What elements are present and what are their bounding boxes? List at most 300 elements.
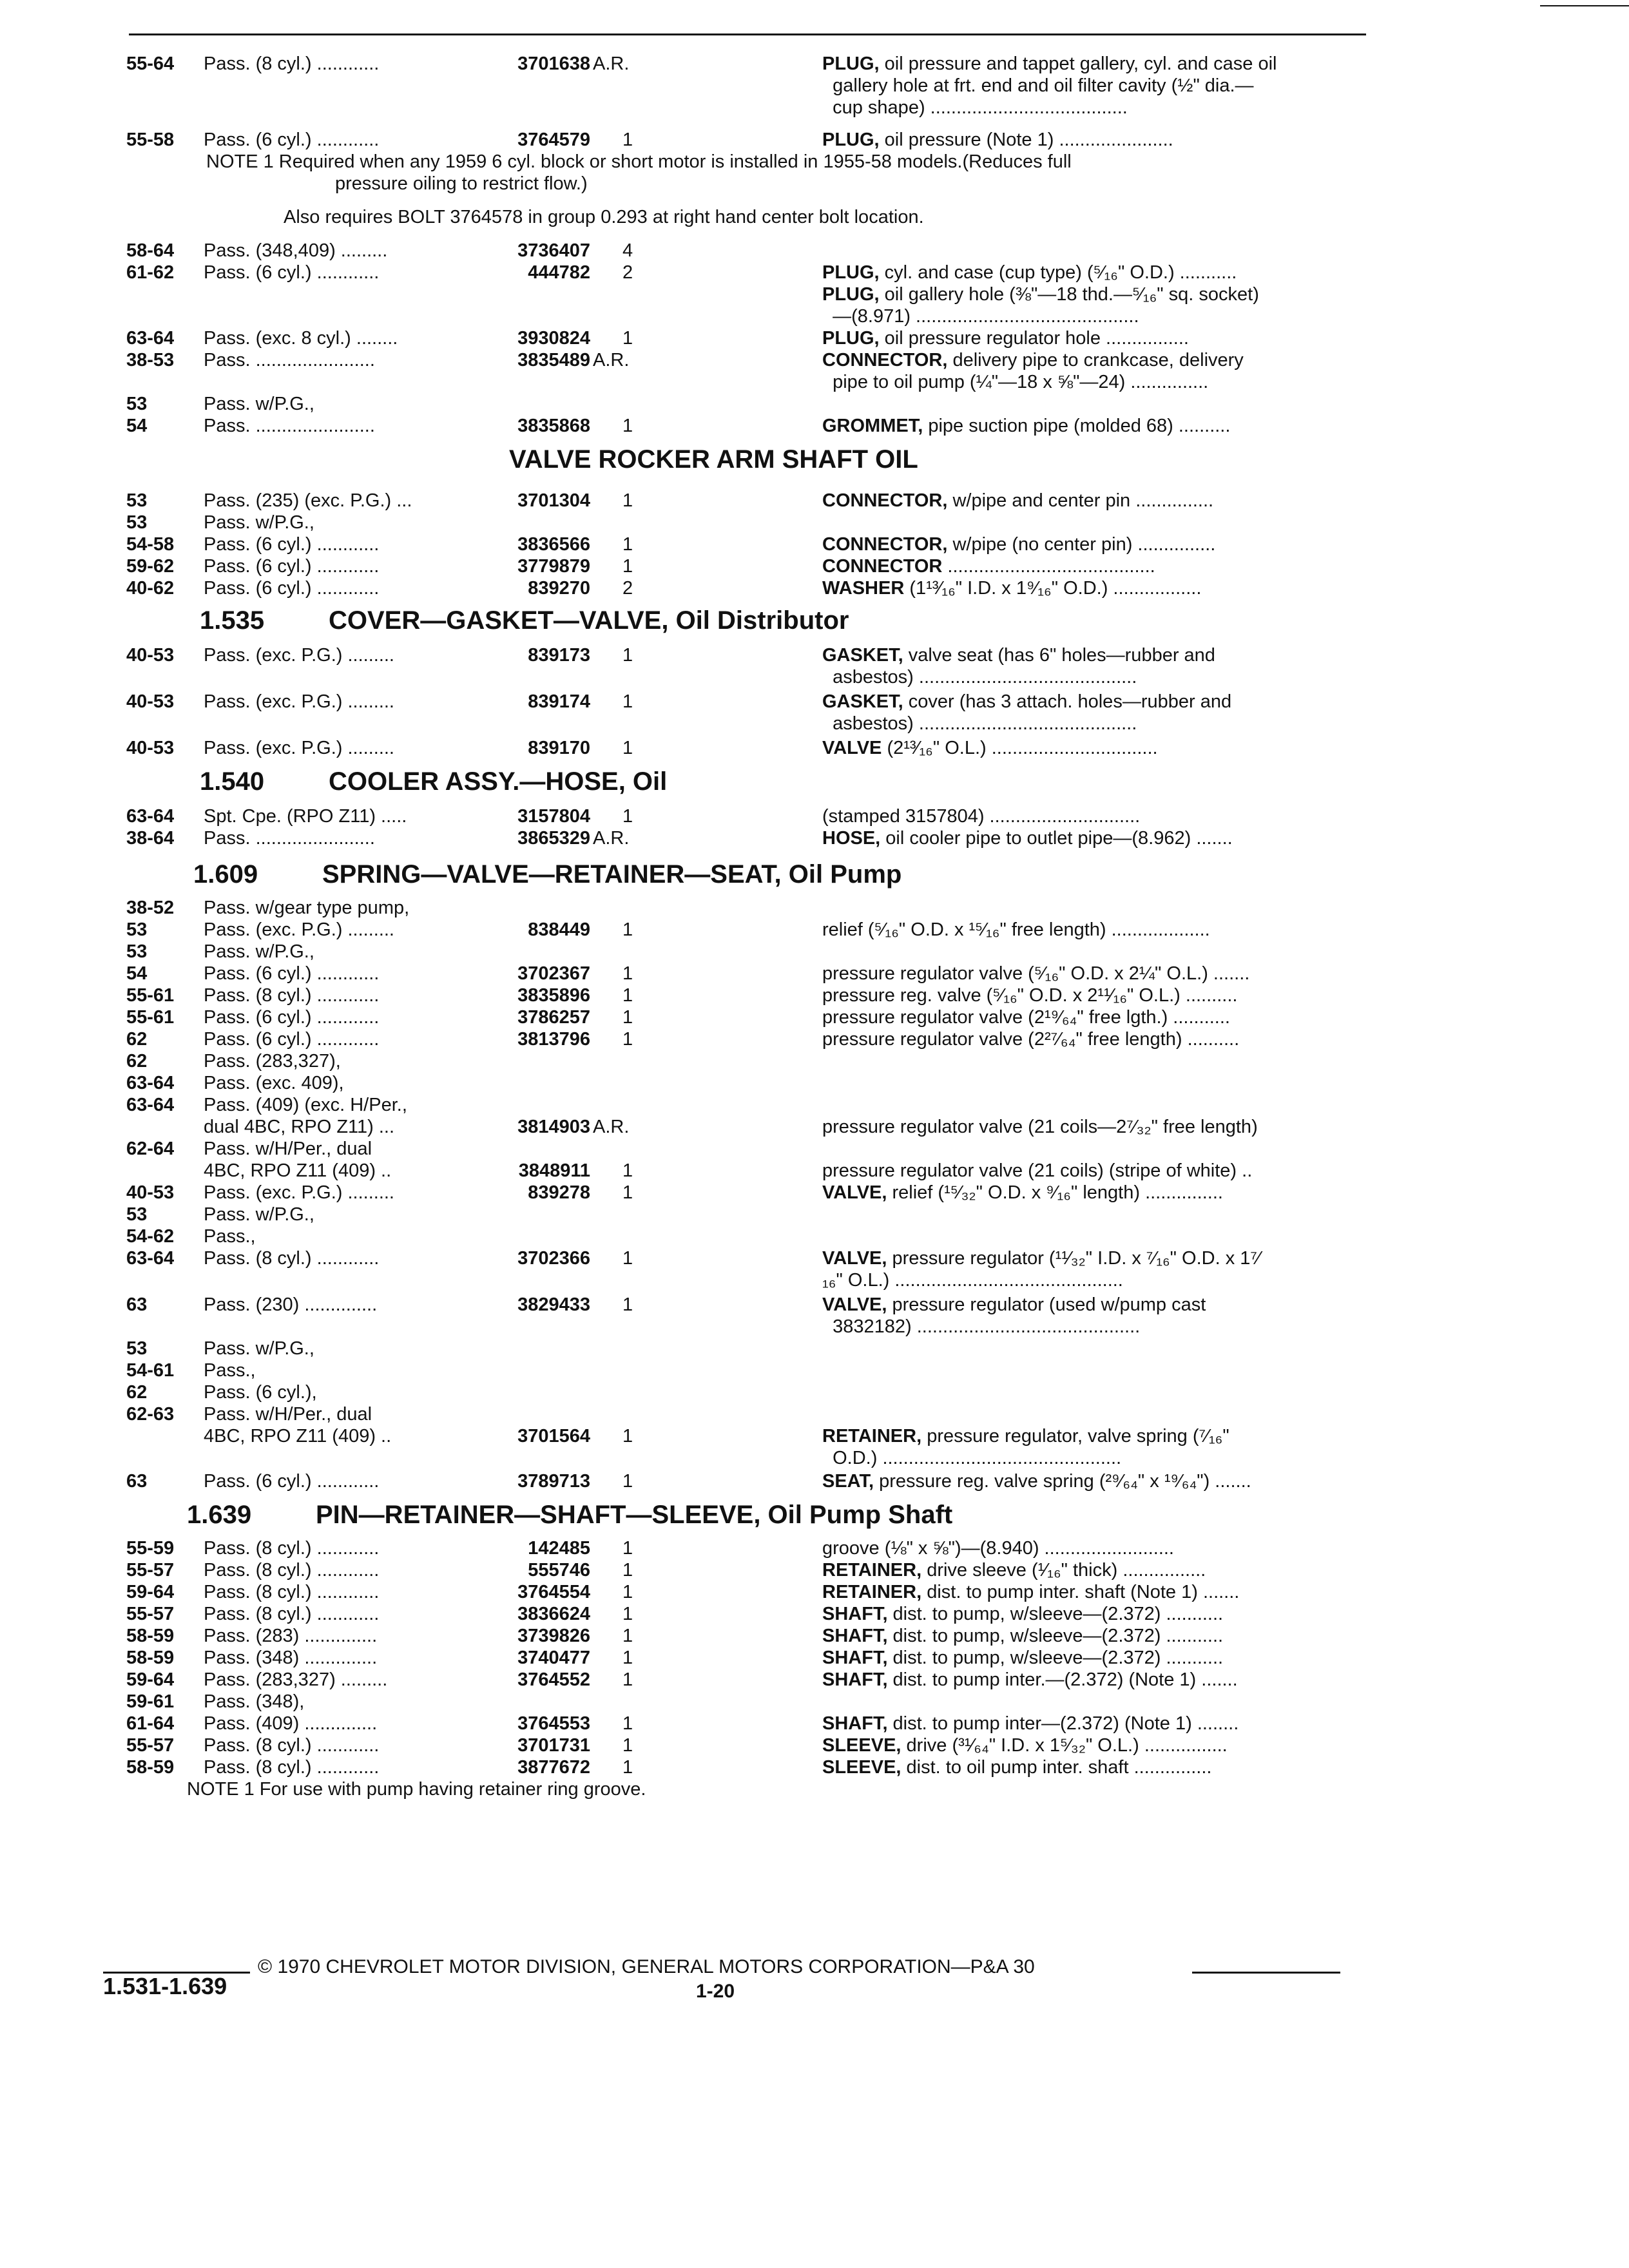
part-name: VALVE, [822, 1294, 887, 1315]
part-detail: (stamped 3157804) ............................. [822, 806, 1141, 827]
part-detail: dist. to oil pump inter. shaft ............... [901, 1757, 1212, 1778]
note-text: Also requires BOLT 3764578 in group 0.293 at right hand center bolt location. [284, 207, 924, 227]
part-description [822, 1756, 1211, 1778]
quantity: 1 [622, 534, 633, 555]
model-application: Pass. (exc. P.G.) ......... [204, 738, 394, 758]
part-detail: cyl. and case (cup type) (⁵⁄₁₆" O.D.) ........... [879, 262, 1237, 283]
part-detail: (1¹³⁄₁₆" I.D. x 1⁹⁄₁₆" O.D.) ................. [904, 578, 1202, 599]
model-application: Pass. w/H/Per., dual [204, 1404, 372, 1425]
model-application: Pass. w/P.G., [204, 512, 314, 533]
part-number: 3865329 [517, 828, 590, 849]
model-application: Pass. (235) (exc. P.G.) ... [204, 490, 412, 511]
quantity: 4 [622, 240, 633, 261]
model-years: 62 [126, 1051, 148, 1072]
part-name: SHAFT, [822, 1604, 888, 1624]
model-years: 40-53 [126, 738, 175, 758]
part-detail: ........................................ [942, 556, 1155, 577]
model-years: 62-63 [126, 1404, 175, 1425]
note-text: NOTE 1 Required when any 1959 6 cyl. block or short motor is installed in 1955-58 models.(Reduces full [206, 151, 1072, 172]
model-application: Pass. w/gear type pump, [204, 898, 410, 918]
model-years: 59-64 [126, 1582, 175, 1602]
model-years: 58-59 [126, 1648, 175, 1668]
model-years: 55-61 [126, 1007, 175, 1028]
part-description [822, 577, 1201, 599]
part-description [822, 644, 1215, 666]
part-number: 3829433 [517, 1294, 590, 1315]
model-application: Pass. (exc. 409), [204, 1073, 344, 1093]
part-description [822, 305, 1139, 327]
part-name: PLUG, [822, 284, 880, 305]
model-application: 4BC, RPO Z11 (409) .. [204, 1426, 392, 1446]
note-text: NOTE 1 For use with pump having retainer ring groove. [187, 1779, 646, 1800]
quantity: 1 [622, 556, 633, 577]
model-years: 58-59 [126, 1757, 175, 1778]
model-application: dual 4BC, RPO Z11) ... [204, 1117, 395, 1137]
quantity: 1 [622, 1471, 633, 1492]
model-application: Pass. (8 cyl.) ............ [204, 1538, 380, 1559]
section-title: COVER—GASKET—VALVE, Oil Distributor [329, 606, 849, 635]
part-detail: pressure regulator valve (21 coils) (stripe of white) .. [822, 1160, 1253, 1181]
top-right-rule [1540, 5, 1629, 6]
quantity: 1 [622, 1248, 633, 1269]
model-application: Pass. (8 cyl.) ............ [204, 1582, 380, 1602]
part-name: RETAINER, [822, 1560, 922, 1581]
section-heading [509, 445, 918, 474]
part-detail: dist. to pump, w/sleeve—(2.372) ........... [887, 1648, 1224, 1668]
model-years: 54-58 [126, 534, 175, 555]
model-application: Pass. (283) .............. [204, 1626, 378, 1646]
model-application: Spt. Cpe. (RPO Z11) ..... [204, 806, 407, 827]
part-detail: O.D.) .............................................. [822, 1448, 1122, 1468]
model-years: 54-62 [126, 1226, 175, 1247]
part-description [822, 1470, 1251, 1492]
part-number: 3814903 [517, 1117, 590, 1137]
part-number: 3813796 [517, 1029, 590, 1050]
part-name: RETAINER, [822, 1582, 922, 1602]
model-years: 62 [126, 1029, 148, 1050]
part-name: SHAFT, [822, 1648, 888, 1668]
quantity: 1 [622, 1538, 633, 1559]
part-description [822, 1581, 1239, 1603]
model-years: 63 [126, 1471, 148, 1492]
part-detail: oil pressure (Note 1) ...................... [879, 130, 1173, 150]
part-description [822, 1316, 1140, 1338]
model-years: 63-64 [126, 328, 175, 349]
quantity: 1 [622, 1604, 633, 1624]
quantity: 1 [622, 1648, 633, 1668]
quantity: 1 [622, 1160, 633, 1181]
model-years: 63-64 [126, 806, 175, 827]
model-application: Pass. ....................... [204, 828, 375, 849]
quantity: A.R. [593, 350, 630, 370]
part-description [822, 827, 1233, 849]
model-application: Pass. (6 cyl.) ............ [204, 1471, 380, 1492]
model-application: Pass. (8 cyl.) ............ [204, 1604, 380, 1624]
group-number: 1.535 [200, 606, 265, 635]
part-detail: relief (¹⁵⁄₃₂" O.D. x ⁹⁄₁₆" length) ............... [887, 1182, 1223, 1203]
part-description [822, 75, 1254, 97]
quantity: A.R. [593, 1117, 630, 1137]
model-application: Pass. (6 cyl.), [204, 1382, 317, 1403]
part-detail: oil cooler pipe to outlet pipe—(8.962) ....... [880, 828, 1233, 849]
part-detail: relief (⁵⁄₁₆" O.D. x ¹⁵⁄₁₆" free length) ................... [822, 919, 1210, 940]
part-number: 3835868 [517, 416, 590, 436]
model-application: Pass. ....................... [204, 416, 375, 436]
part-detail: pressure regulator, valve spring (⁷⁄₁₆" [921, 1426, 1229, 1446]
model-application: Pass. (exc. P.G.) ......... [204, 645, 394, 666]
part-description [822, 805, 1140, 827]
quantity: 1 [622, 1426, 633, 1446]
section-title: SPRING—VALVE—RETAINER—SEAT, Oil Pump [322, 860, 902, 889]
model-application: 4BC, RPO Z11 (409) .. [204, 1160, 392, 1181]
model-years: 55-57 [126, 1560, 175, 1581]
quantity: 1 [622, 806, 633, 827]
model-years: 40-53 [126, 691, 175, 712]
part-detail: cover (has 3 attach. holes—rubber and [903, 691, 1232, 712]
part-description [822, 1294, 1206, 1316]
model-years: 63-64 [126, 1073, 175, 1093]
section-heading [200, 767, 667, 796]
part-name: PLUG, [822, 328, 880, 349]
model-application: Pass. (8 cyl.) ............ [204, 1735, 380, 1756]
part-description [822, 737, 1158, 759]
model-application: Pass. (348) .............. [204, 1648, 378, 1668]
part-number: 3835489 [517, 350, 590, 370]
model-years: 59-61 [126, 1691, 175, 1712]
part-description [822, 1603, 1223, 1625]
part-description [822, 1669, 1238, 1691]
part-name: SHAFT, [822, 1626, 888, 1646]
quantity: 1 [622, 738, 633, 758]
part-detail: pressure regulator valve (⁵⁄₁₆" O.D. x 2¼" O.L.) ....... [822, 963, 1250, 984]
part-number: 839278 [528, 1182, 590, 1203]
quantity: 1 [622, 1007, 633, 1028]
quantity: 1 [622, 645, 633, 666]
model-application: Pass. (exc. P.G.) ......... [204, 919, 394, 940]
part-detail: asbestos) .......................................... [822, 667, 1137, 687]
quantity: A.R. [593, 53, 630, 74]
quantity: 1 [622, 130, 633, 150]
part-description [822, 262, 1237, 284]
part-description [822, 713, 1137, 735]
model-years: 55-64 [126, 53, 175, 74]
part-name: GASKET, [822, 645, 903, 666]
part-name: CONNECTOR, [822, 534, 948, 555]
part-name: CONNECTOR, [822, 350, 948, 370]
part-description [822, 490, 1213, 512]
model-years: 53 [126, 394, 148, 414]
part-description [822, 691, 1231, 713]
section-title: COOLER ASSY.—HOSE, Oil [329, 767, 668, 796]
model-application: Pass. (8 cyl.) ............ [204, 985, 380, 1006]
quantity: 1 [622, 919, 633, 940]
part-description [822, 533, 1215, 555]
part-name: PLUG, [822, 262, 880, 283]
model-application: Pass. w/P.G., [204, 1204, 314, 1225]
model-application: Pass. (6 cyl.) ............ [204, 1007, 380, 1028]
group-number: 1.540 [200, 767, 265, 796]
model-years: 61-64 [126, 1713, 175, 1734]
model-application: Pass. (6 cyl.) ............ [204, 130, 380, 150]
part-detail: w/pipe and center pin ............... [947, 490, 1214, 511]
part-number: 3736407 [517, 240, 590, 261]
part-detail: pipe suction pipe (molded 68) .......... [923, 416, 1231, 436]
model-years: 38-64 [126, 828, 175, 849]
part-description [822, 985, 1237, 1006]
part-description [822, 415, 1230, 437]
part-detail: dist. to pump, w/sleeve—(2.372) ........... [887, 1626, 1224, 1646]
model-years: 40-62 [126, 578, 175, 599]
model-years: 55-57 [126, 1735, 175, 1756]
part-detail: 3832182) ........................................... [822, 1316, 1141, 1337]
quantity: 1 [622, 1029, 633, 1050]
part-detail: pressure reg. valve spring (²⁹⁄₆₄" x ¹⁹⁄₆₄") ....... [874, 1471, 1251, 1492]
model-application: Pass. (exc. P.G.) ......... [204, 691, 394, 712]
parts-list [126, 0, 1415, 1997]
model-years: 63-64 [126, 1248, 175, 1269]
part-number: 3701731 [517, 1735, 590, 1756]
part-number: 555746 [528, 1560, 590, 1581]
part-name: SLEEVE, [822, 1735, 901, 1756]
quantity: 1 [622, 1294, 633, 1315]
part-name: SLEEVE, [822, 1757, 901, 1778]
model-years: 54 [126, 963, 148, 984]
quantity: A.R. [593, 828, 630, 849]
part-number: 3836566 [517, 534, 590, 555]
model-application: Pass., [204, 1360, 256, 1381]
part-name: SEAT, [822, 1471, 874, 1492]
group-number: 1.609 [193, 860, 258, 889]
quantity: 1 [622, 1735, 633, 1756]
part-detail: cup shape) ...................................... [822, 97, 1128, 118]
part-number: 3779879 [517, 556, 590, 577]
model-application: Pass. w/P.G., [204, 394, 314, 414]
part-number: 3877672 [517, 1757, 590, 1778]
part-name: RETAINER, [822, 1426, 922, 1446]
model-application: Pass. w/P.G., [204, 1338, 314, 1359]
part-name: PLUG, [822, 130, 880, 150]
model-application: Pass. (283,327), [204, 1051, 341, 1072]
footer-copyright: © 1970 CHEVROLET MOTOR DIVISION, GENERAL MOTORS CORPORATION—P&A 30 [258, 1956, 1035, 1977]
part-detail: pipe to oil pump (¼"—18 x ⅝"—24) ............... [822, 372, 1209, 392]
part-name: CONNECTOR, [822, 490, 948, 511]
model-years: 62 [126, 1382, 148, 1403]
quantity: 1 [622, 1669, 633, 1690]
quantity: 1 [622, 985, 633, 1006]
part-number: 3739826 [517, 1626, 590, 1646]
part-description [822, 1247, 1260, 1269]
quantity: 1 [622, 1560, 633, 1581]
part-description [822, 1559, 1206, 1581]
part-number: 3764553 [517, 1713, 590, 1734]
part-name: VALVE [822, 738, 882, 758]
part-number: 3702366 [517, 1248, 590, 1269]
model-application: Pass. w/P.G., [204, 941, 314, 962]
quantity: 1 [622, 1182, 633, 1203]
part-number: 838449 [528, 919, 590, 940]
part-name: SHAFT, [822, 1713, 888, 1734]
part-description [822, 1028, 1239, 1050]
part-detail: drive sleeve (¹⁄₁₆" thick) ................ [921, 1560, 1206, 1581]
model-years: 55-57 [126, 1604, 175, 1624]
part-name: VALVE, [822, 1248, 887, 1269]
part-number: 839170 [528, 738, 590, 758]
note-text: pressure oiling to restrict flow.) [335, 173, 588, 194]
model-years: 63 [126, 1294, 148, 1315]
part-detail: dist. to pump inter—(2.372) (Note 1) ........ [887, 1713, 1239, 1734]
part-detail: pressure regulator (¹¹⁄₃₂" I.D. x ⁷⁄₁₆" O.D. x 1⁷⁄ [887, 1248, 1260, 1269]
quantity: 1 [622, 1626, 633, 1646]
part-description [822, 53, 1277, 75]
part-name: GASKET, [822, 691, 903, 712]
part-detail: oil pressure and tappet gallery, cyl. and case oil [879, 53, 1277, 74]
part-name: WASHER [822, 578, 905, 599]
model-application: Pass. (exc. 8 cyl.) ........ [204, 328, 398, 349]
model-application: Pass., [204, 1226, 256, 1247]
part-detail: ₁₆" O.L.) ............................................ [822, 1270, 1123, 1291]
part-description [822, 1625, 1223, 1647]
model-application: Pass. (230) .............. [204, 1294, 378, 1315]
part-detail: delivery pipe to crankcase, delivery [947, 350, 1244, 370]
model-years: 53 [126, 512, 148, 533]
part-name: CONNECTOR [822, 556, 943, 577]
part-number: 3701304 [517, 490, 590, 511]
part-description [822, 349, 1244, 371]
model-years: 55-59 [126, 1538, 175, 1559]
part-detail: gallery hole at frt. end and oil filter cavity (½" dia.— [822, 75, 1254, 96]
page-number: 1-20 [696, 1981, 735, 2002]
part-description [822, 919, 1210, 941]
part-description [822, 1269, 1123, 1291]
part-description [822, 284, 1259, 305]
model-years: 62-64 [126, 1139, 175, 1159]
model-years: 40-53 [126, 645, 175, 666]
model-application: Pass. (6 cyl.) ............ [204, 1029, 380, 1050]
quantity: 2 [622, 578, 633, 599]
model-application: Pass. (409) .............. [204, 1713, 378, 1734]
part-number: 3740477 [517, 1648, 590, 1668]
part-description [822, 97, 1128, 119]
model-years: 58-59 [126, 1626, 175, 1646]
part-number: 3835896 [517, 985, 590, 1006]
part-detail: dist. to pump inter. shaft (Note 1) ....... [921, 1582, 1240, 1602]
part-detail: oil pressure regulator hole ................ [879, 328, 1189, 349]
section-title: VALVE ROCKER ARM SHAFT OIL [509, 445, 918, 474]
part-detail: (2¹³⁄₁₆" O.L.) ................................ [882, 738, 1158, 758]
model-application: Pass. (6 cyl.) ............ [204, 556, 380, 577]
quantity: 1 [622, 1582, 633, 1602]
section-heading [200, 606, 849, 635]
part-description [822, 666, 1137, 688]
part-detail: pressure reg. valve (⁵⁄₁₆" O.D. x 2¹¹⁄₁₆" O.L.) .......... [822, 985, 1238, 1006]
part-description [822, 1182, 1223, 1204]
part-detail: pressure regulator valve (21 coils—2⁷⁄₃₂" free length) [822, 1117, 1258, 1137]
part-number: 3764579 [517, 130, 590, 150]
model-application: Pass. (409) (exc. H/Per., [204, 1095, 407, 1115]
model-application: Pass. (283,327) ......... [204, 1669, 388, 1690]
part-number: 3848911 [518, 1160, 590, 1181]
group-number: 1.639 [187, 1501, 252, 1529]
part-number: 3764554 [517, 1582, 590, 1602]
part-number: 3789713 [517, 1471, 590, 1492]
part-detail: asbestos) .......................................... [822, 713, 1137, 734]
part-detail: dist. to pump, w/sleeve—(2.372) ........... [887, 1604, 1224, 1624]
part-detail: pressure regulator valve (2¹⁹⁄₆₄" free lgth.) ........... [822, 1007, 1230, 1028]
part-description [822, 1425, 1229, 1447]
part-description [822, 1116, 1258, 1138]
part-number: 839174 [528, 691, 590, 712]
quantity: 1 [622, 416, 633, 436]
part-number: 3836624 [517, 1604, 590, 1624]
model-application: Pass. (6 cyl.) ............ [204, 578, 380, 599]
part-name: SHAFT, [822, 1669, 888, 1690]
model-years: 53 [126, 1338, 148, 1359]
quantity: 2 [622, 262, 633, 283]
part-description [822, 1647, 1223, 1669]
model-years: 63-64 [126, 1095, 175, 1115]
part-description [822, 963, 1249, 985]
part-description [822, 1713, 1239, 1735]
model-application: Pass. (348), [204, 1691, 305, 1712]
part-name: HOSE, [822, 828, 881, 849]
part-number: 3930824 [517, 328, 590, 349]
part-name: VALVE, [822, 1182, 887, 1203]
model-application: Pass. w/H/Per., dual [204, 1139, 372, 1159]
model-years: 54 [126, 416, 148, 436]
quantity: 1 [622, 1757, 633, 1778]
part-detail: valve seat (has 6" holes—rubber and [903, 645, 1215, 666]
model-application: Pass. ....................... [204, 350, 375, 370]
model-years: 55-61 [126, 985, 175, 1006]
part-name: PLUG, [822, 53, 880, 74]
model-years: 59-64 [126, 1669, 175, 1690]
part-number: 839173 [528, 645, 590, 666]
model-years: 54-61 [126, 1360, 175, 1381]
part-detail: pressure regulator valve (2²⁷⁄₆₄" free length) .......... [822, 1029, 1240, 1050]
part-number: 839270 [528, 578, 590, 599]
footer-rule-right [1192, 1972, 1340, 1974]
part-name: GROMMET, [822, 416, 923, 436]
part-number: 3701638 [517, 53, 590, 74]
part-number: 3702367 [517, 963, 590, 984]
model-years: 59-62 [126, 556, 175, 577]
part-description [822, 555, 1155, 577]
model-years: 53 [126, 490, 148, 511]
model-years: 53 [126, 919, 148, 940]
part-description [822, 1160, 1252, 1182]
part-number: 3764552 [517, 1669, 590, 1690]
part-number: 3157804 [517, 806, 590, 827]
quantity: 1 [622, 1713, 633, 1734]
quantity: 1 [622, 963, 633, 984]
model-years: 53 [126, 941, 148, 962]
part-detail: dist. to pump inter.—(2.372) (Note 1) ....... [887, 1669, 1238, 1690]
section-heading [193, 860, 901, 889]
model-application: Pass. (8 cyl.) ............ [204, 53, 380, 74]
model-years: 38-53 [126, 350, 175, 370]
part-number: 3701564 [517, 1426, 590, 1446]
part-description [822, 327, 1189, 349]
model-years: 55-58 [126, 130, 175, 150]
model-application: Pass. (348,409) ......... [204, 240, 388, 261]
part-detail: w/pipe (no center pin) ............... [947, 534, 1216, 555]
quantity: 1 [622, 328, 633, 349]
part-number: 142485 [528, 1538, 590, 1559]
model-years: 53 [126, 1204, 148, 1225]
part-description [822, 371, 1208, 393]
part-detail: drive (³¹⁄₆₄" I.D. x 1⁵⁄₃₂" O.L.) ................ [901, 1735, 1228, 1756]
part-description [822, 1537, 1174, 1559]
